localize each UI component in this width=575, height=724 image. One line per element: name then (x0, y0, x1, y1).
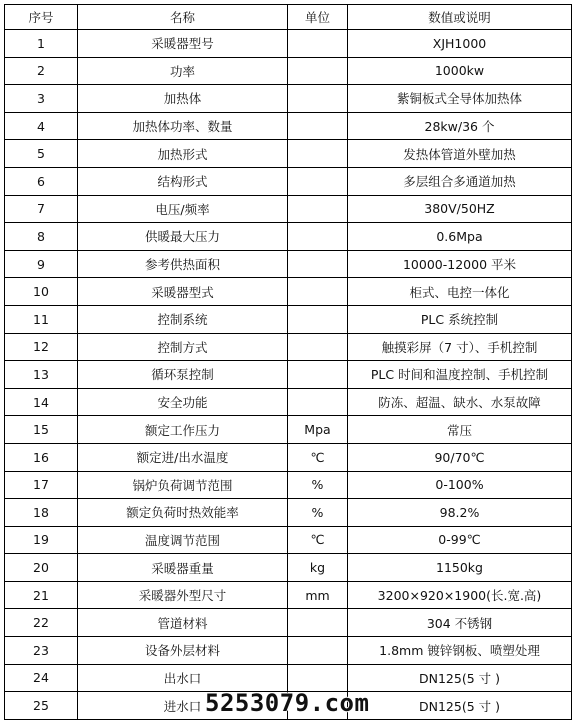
cell-name: 额定进/出水温度 (78, 443, 288, 471)
table-row (5, 305, 572, 333)
watermark-text: 5253079.com (205, 689, 370, 717)
cell-unit (288, 140, 348, 168)
cell-value: 1150kg (348, 554, 572, 582)
cell-index: 10 (5, 278, 78, 306)
header-index: 序号 (5, 5, 78, 30)
cell-unit (288, 609, 348, 637)
cell-index: 22 (5, 609, 78, 637)
cell-name: 锅炉负荷调节范围 (78, 471, 288, 499)
cell-unit: Mpa (288, 416, 348, 444)
cell-unit: ℃ (288, 443, 348, 471)
cell-value: 0-100% (348, 471, 572, 499)
cell-value: 1000kw (348, 57, 572, 85)
cell-unit (288, 195, 348, 223)
cell-index: 6 (5, 167, 78, 195)
cell-name: 额定工作压力 (78, 416, 288, 444)
cell-index: 25 (5, 692, 78, 720)
cell-value: 304 不锈钢 (348, 609, 572, 637)
cell-value: XJH1000 (348, 30, 572, 58)
cell-index: 20 (5, 554, 78, 582)
cell-unit (288, 167, 348, 195)
cell-name: 采暖器外型尺寸 (78, 581, 288, 609)
cell-unit (288, 85, 348, 113)
table-row (5, 443, 572, 471)
cell-unit: ℃ (288, 526, 348, 554)
cell-name: 进水口 (78, 692, 288, 720)
cell-value: 380V/50HZ (348, 195, 572, 223)
cell-value: PLC 系统控制 (348, 305, 572, 333)
cell-value: 发热体管道外壁加热 (348, 140, 572, 168)
cell-index: 14 (5, 388, 78, 416)
cell-index: 21 (5, 581, 78, 609)
cell-name: 控制系统 (78, 305, 288, 333)
cell-index: 12 (5, 333, 78, 361)
cell-value: 柜式、电控一体化 (348, 278, 572, 306)
table-row (5, 250, 572, 278)
cell-index: 2 (5, 57, 78, 85)
cell-value: 0-99℃ (348, 526, 572, 554)
cell-value: 常压 (348, 416, 572, 444)
cell-unit: kg (288, 554, 348, 582)
cell-index: 9 (5, 250, 78, 278)
header-row (5, 5, 572, 30)
cell-value: 触摸彩屏（7 寸）、手机控制 (348, 333, 572, 361)
cell-value: 90/70℃ (348, 443, 572, 471)
cell-name: 管道材料 (78, 609, 288, 637)
cell-unit (288, 278, 348, 306)
cell-unit (288, 637, 348, 665)
header-name: 名称 (78, 5, 288, 30)
cell-unit (288, 112, 348, 140)
cell-unit (288, 57, 348, 85)
cell-value: 28kw/36 个 (348, 112, 572, 140)
cell-index: 11 (5, 305, 78, 333)
cell-unit (288, 30, 348, 58)
cell-name: 额定负荷时热效能率 (78, 499, 288, 527)
table-row (5, 609, 572, 637)
cell-value: 多层组合多通道加热 (348, 167, 572, 195)
table-row (5, 140, 572, 168)
cell-unit (288, 361, 348, 389)
cell-value: 98.2% (348, 499, 572, 527)
cell-index: 5 (5, 140, 78, 168)
table-row (5, 112, 572, 140)
cell-unit (288, 250, 348, 278)
cell-name: 循环泵控制 (78, 361, 288, 389)
cell-value: 紫铜板式全导体加热体 (348, 85, 572, 113)
table-row (5, 30, 572, 58)
table-row (5, 637, 572, 665)
cell-name: 出水口 (78, 664, 288, 692)
cell-name: 加热体功率、数量 (78, 112, 288, 140)
cell-unit (288, 388, 348, 416)
table-row (5, 664, 572, 692)
table-row (5, 223, 572, 251)
cell-name: 设备外层材料 (78, 637, 288, 665)
table-row (5, 499, 572, 527)
cell-index: 8 (5, 223, 78, 251)
cell-name: 采暖器型式 (78, 278, 288, 306)
cell-name: 功率 (78, 57, 288, 85)
table-row (5, 195, 572, 223)
cell-index: 19 (5, 526, 78, 554)
cell-name: 参考供热面积 (78, 250, 288, 278)
table-row (5, 333, 572, 361)
cell-index: 24 (5, 664, 78, 692)
cell-name: 电压/频率 (78, 195, 288, 223)
cell-index: 4 (5, 112, 78, 140)
table-row (5, 471, 572, 499)
cell-unit (288, 664, 348, 692)
header-value: 数值或说明 (348, 5, 572, 30)
cell-unit (288, 223, 348, 251)
cell-index: 15 (5, 416, 78, 444)
cell-index: 17 (5, 471, 78, 499)
cell-value: 3200×920×1900(长.宽.高) (348, 581, 572, 609)
spec-table (4, 4, 572, 720)
cell-value: PLC 时间和温度控制、手机控制 (348, 361, 572, 389)
cell-value: 防冻、超温、缺水、水泵故障 (348, 388, 572, 416)
table-row (5, 57, 572, 85)
table-row (5, 554, 572, 582)
cell-unit (288, 305, 348, 333)
table-row (5, 361, 572, 389)
cell-index: 18 (5, 499, 78, 527)
cell-name: 控制方式 (78, 333, 288, 361)
cell-value: DN125(5 寸 ) (348, 664, 572, 692)
cell-name: 采暖器型号 (78, 30, 288, 58)
cell-value: DN125(5 寸 ) (348, 692, 572, 720)
cell-name: 加热形式 (78, 140, 288, 168)
cell-unit: mm (288, 581, 348, 609)
cell-name: 温度调节范围 (78, 526, 288, 554)
cell-unit (288, 333, 348, 361)
cell-index: 16 (5, 443, 78, 471)
table-row (5, 388, 572, 416)
cell-index: 23 (5, 637, 78, 665)
cell-value: 10000-12000 平米 (348, 250, 572, 278)
cell-index: 13 (5, 361, 78, 389)
table-row (5, 85, 572, 113)
cell-value: 1.8mm 镀锌钢板、喷塑处理 (348, 637, 572, 665)
table-row (5, 416, 572, 444)
table-row (5, 278, 572, 306)
cell-index: 3 (5, 85, 78, 113)
cell-name: 采暖器重量 (78, 554, 288, 582)
table-row (5, 581, 572, 609)
cell-name: 供暖最大压力 (78, 223, 288, 251)
table-row (5, 167, 572, 195)
cell-name: 安全功能 (78, 388, 288, 416)
cell-value: 0.6Mpa (348, 223, 572, 251)
cell-unit: % (288, 499, 348, 527)
cell-unit: % (288, 471, 348, 499)
cell-index: 7 (5, 195, 78, 223)
cell-name: 加热体 (78, 85, 288, 113)
cell-index: 1 (5, 30, 78, 58)
table-row (5, 526, 572, 554)
cell-name: 结构形式 (78, 167, 288, 195)
header-unit: 单位 (288, 5, 348, 30)
